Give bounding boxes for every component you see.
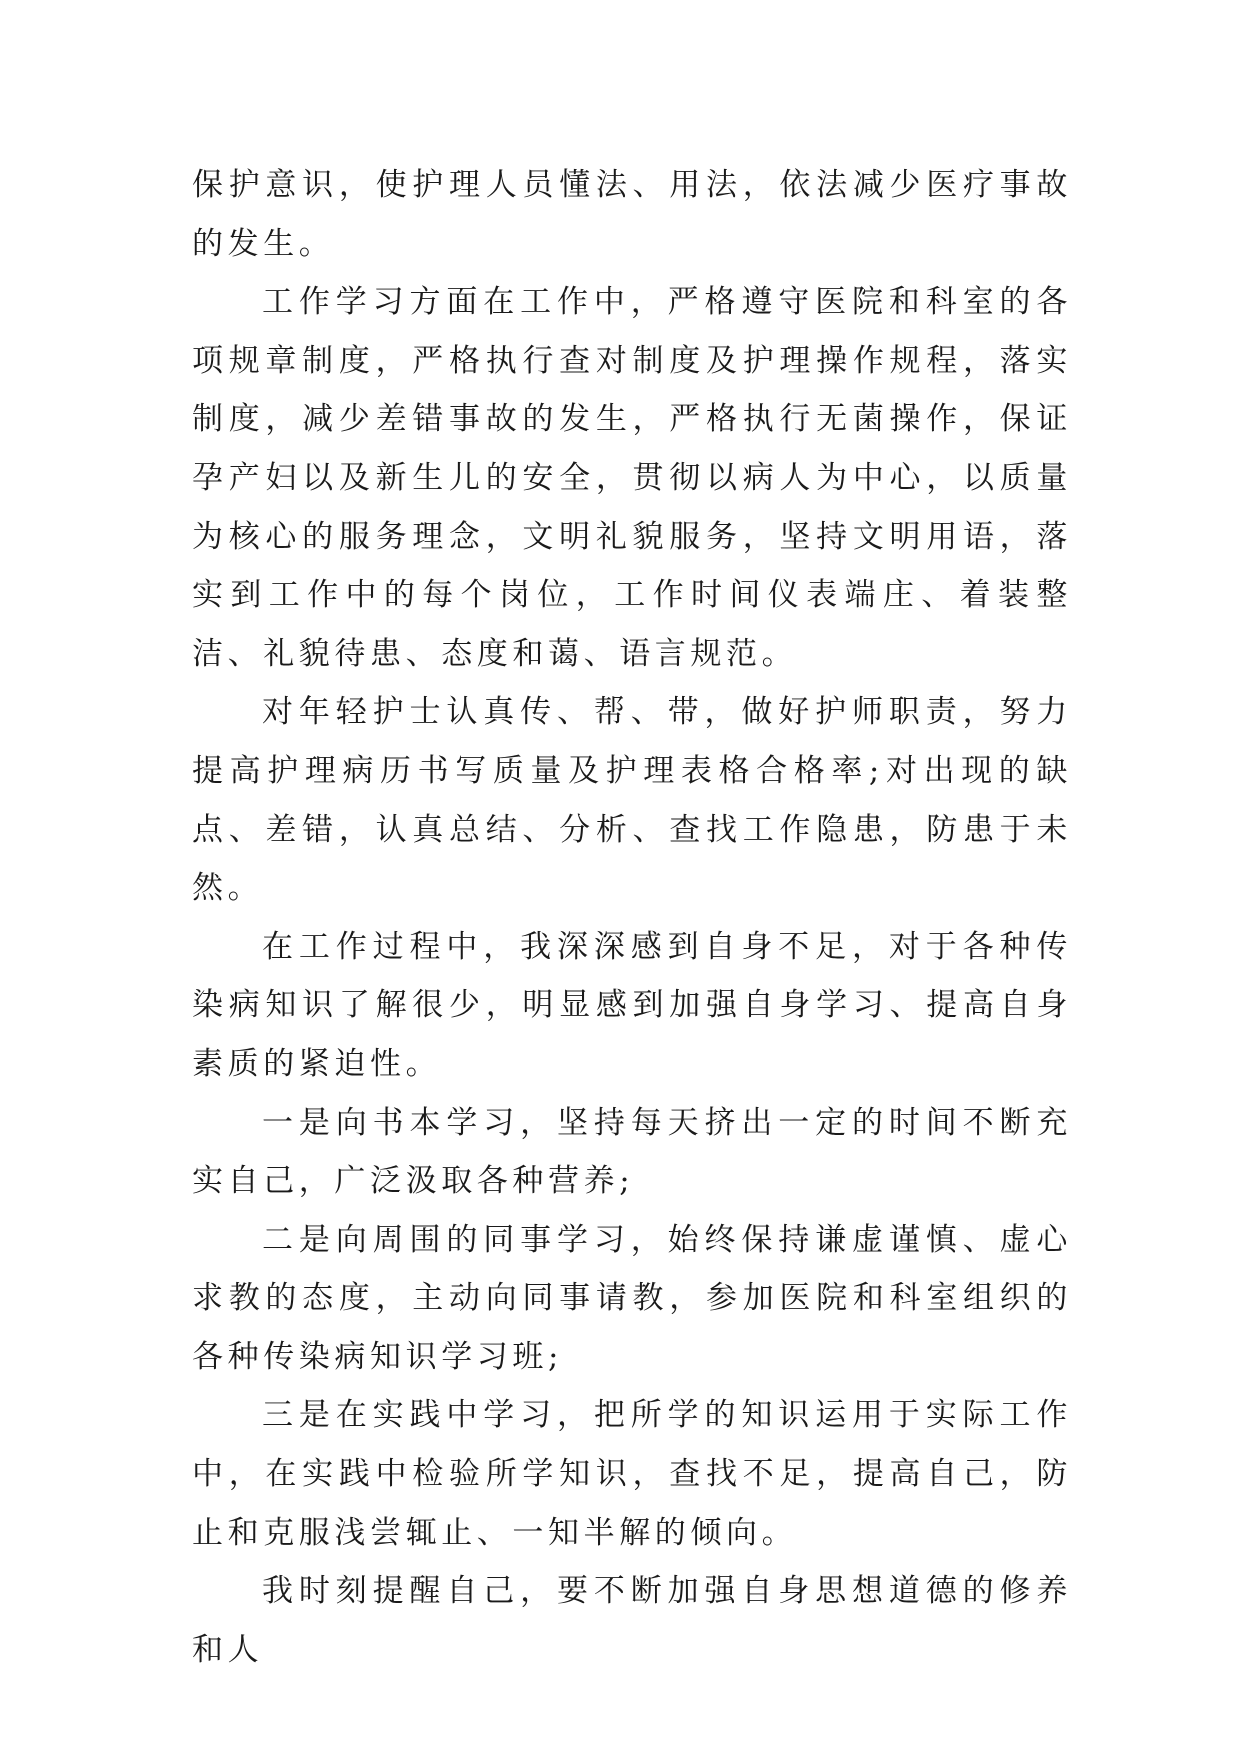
paragraph-8: 我时刻提醒自己，要不断加强自身思想道德的修养和人	[192, 1573, 1072, 1668]
paragraph-2: 工作学习方面在工作中，严格遵守医院和科室的各项规章制度，严格执行查对制度及护理操作规程，落实制度，减少差错事故的发生，严格执行无菌操作，保证孕产妇以及新生儿的安全，贯彻以病人为中心，以质量为核心的服务理念，文明礼貌服务，坚持文明用语，落实到工作中的每个岗位，工作时间仪表端庄、着装整洁、礼貌待患、态度和蔼、语言规范。	[192, 284, 1072, 672]
paragraph-3: 对年轻护士认真传、帮、带，做好护师职责，努力提高护理病历书写质量及护理表格合格率;对出现的缺点、差错，认真总结、分析、查找工作隐患，防患于未然。	[192, 694, 1072, 907]
paragraph-5: 一是向书本学习，坚持每天挤出一定的时间不断充实自己，广泛汲取各种营养;	[192, 1104, 1072, 1200]
paragraph-4: 在工作过程中，我深深感到自身不足，对于各种传染病知识了解很少，明显感到加强自身学习、提高自身素质的紧迫性。	[192, 928, 1072, 1082]
paragraph-1: 保护意识，使护理人员懂法、用法，依法减少医疗事故的发生。	[192, 167, 1072, 262]
document-body	[192, 156, 1072, 1679]
paragraph-6: 二是向周围的同事学习，始终保持谦虚谨慎、虚心求教的态度，主动向同事请教，参加医院和科室组织的各种传染病知识学习班;	[192, 1221, 1072, 1375]
paragraph-7: 三是在实践中学习，把所学的知识运用于实际工作中，在实践中检验所学知识，查找不足，提高自己，防止和克服浅尝辄止、一知半解的倾向。	[192, 1397, 1072, 1551]
